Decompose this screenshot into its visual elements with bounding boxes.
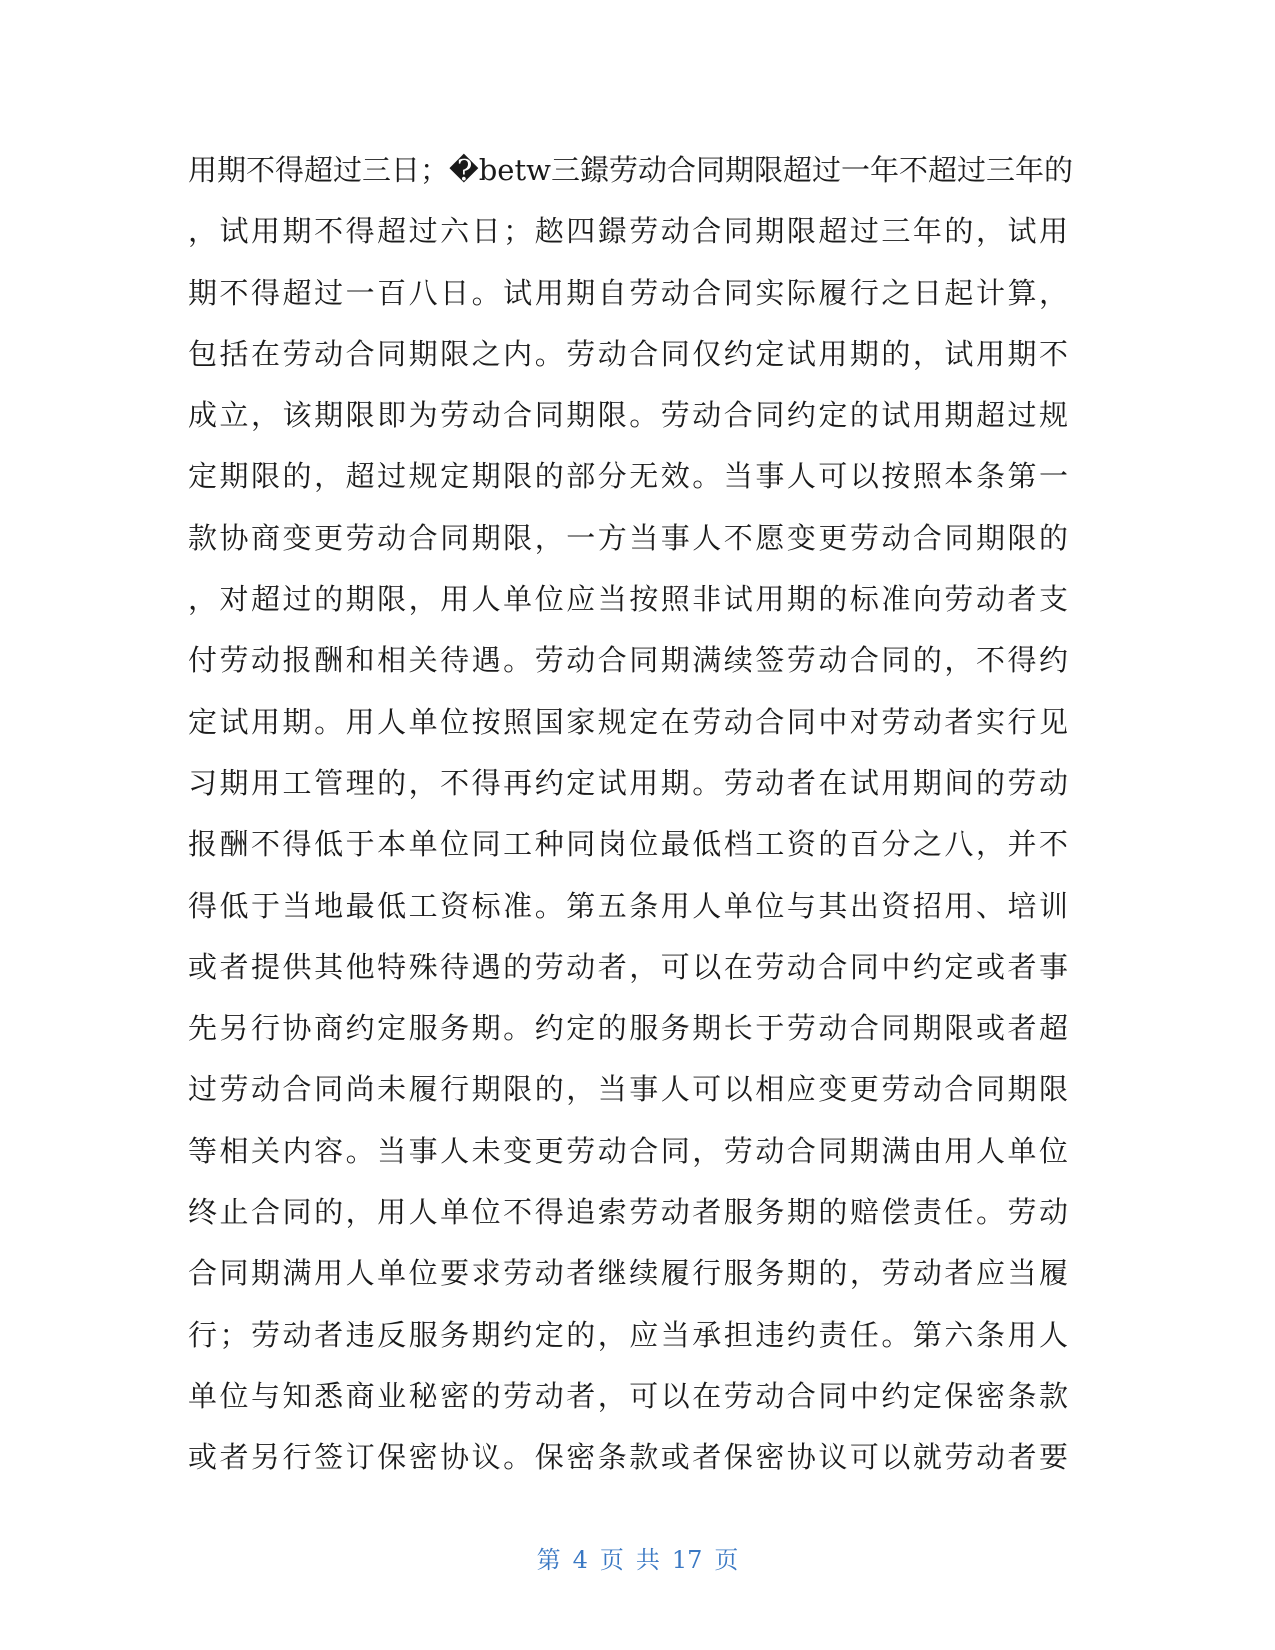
text-line: 款协商变更劳动合同期限，一方当事人不愿变更劳动合同期限的 (188, 520, 1068, 555)
text-line: 包括在劳动合同期限之内。劳动合同仅约定试用期的，试用期不 (188, 336, 1068, 371)
text-line: 或者提供其他特殊待遇的劳动者，可以在劳动合同中约定或者事 (188, 949, 1068, 984)
text-line: ，试用期不得超过六日；趑四鐛劳动合同期限超过三年的，试用 (188, 214, 1068, 249)
footer-page-word: 页 (599, 1546, 624, 1574)
text-line: 定试用期。用人单位按照国家规定在劳动合同中对劳动者实行见 (188, 704, 1068, 739)
text-line: 单位与知悉商业秘密的劳动者，可以在劳动合同中约定保密条款 (188, 1378, 1068, 1413)
text-line: 得低于当地最低工资标准。第五条用人单位与其出资招用、培训 (188, 888, 1068, 923)
text-line: 付劳动报酬和相关待遇。劳动合同期满续签劳动合同的，不得约 (188, 643, 1068, 678)
text-line: 定期限的，超过规定期限的部分无效。当事人可以按照本条第一 (188, 459, 1068, 494)
footer-prefix: 第 (536, 1546, 561, 1574)
body-text (188, 140, 1073, 1489)
text-line: 先另行协商约定服务期。约定的服务期长于劳动合同期限或者超 (188, 1011, 1068, 1046)
text-line: 或者另行签订保密协议。保密条款或者保密协议可以就劳动者要 (188, 1440, 1068, 1475)
total-pages-number: 17 (671, 1546, 703, 1574)
footer-suffix: 页 (714, 1546, 739, 1574)
text-line: ，对超过的期限，用人单位应当按照非试用期的标准向劳动者支 (188, 582, 1068, 617)
text-line: 习期用工管理的，不得再约定试用期。劳动者在试用期间的劳动 (188, 765, 1068, 800)
text-line: 行；劳动者违反服务期约定的，应当承担违约责任。第六条用人 (188, 1317, 1068, 1352)
text-line: 过劳动合同尚未履行期限的，当事人可以相应变更劳动合同期限 (188, 1072, 1068, 1107)
text-line: 等相关内容。当事人未变更劳动合同，劳动合同期满由用人单位 (188, 1133, 1068, 1168)
current-page-number: 4 (572, 1546, 588, 1574)
page-footer (0, 1540, 1275, 1575)
text-line: 用期不得超过三日；�betw三鐛劳动合同期限超过一年不超过三年的 (188, 153, 1073, 187)
text-line: 成立，该期限即为劳动合同期限。劳动合同约定的试用期超过规 (188, 398, 1068, 433)
text-line: 期不得超过一百八日。试用期自劳动合同实际履行之日起计算， (188, 275, 1068, 310)
footer-total-word: 共 (635, 1546, 660, 1574)
text-line: 终止合同的，用人单位不得追索劳动者服务期的赔偿责任。劳动 (188, 1195, 1068, 1230)
text-line: 合同期满用人单位要求劳动者继续履行服务期的，劳动者应当履 (188, 1256, 1068, 1291)
text-line: 报酬不得低于本单位同工种同岗位最低档工资的百分之八，并不 (188, 827, 1068, 862)
